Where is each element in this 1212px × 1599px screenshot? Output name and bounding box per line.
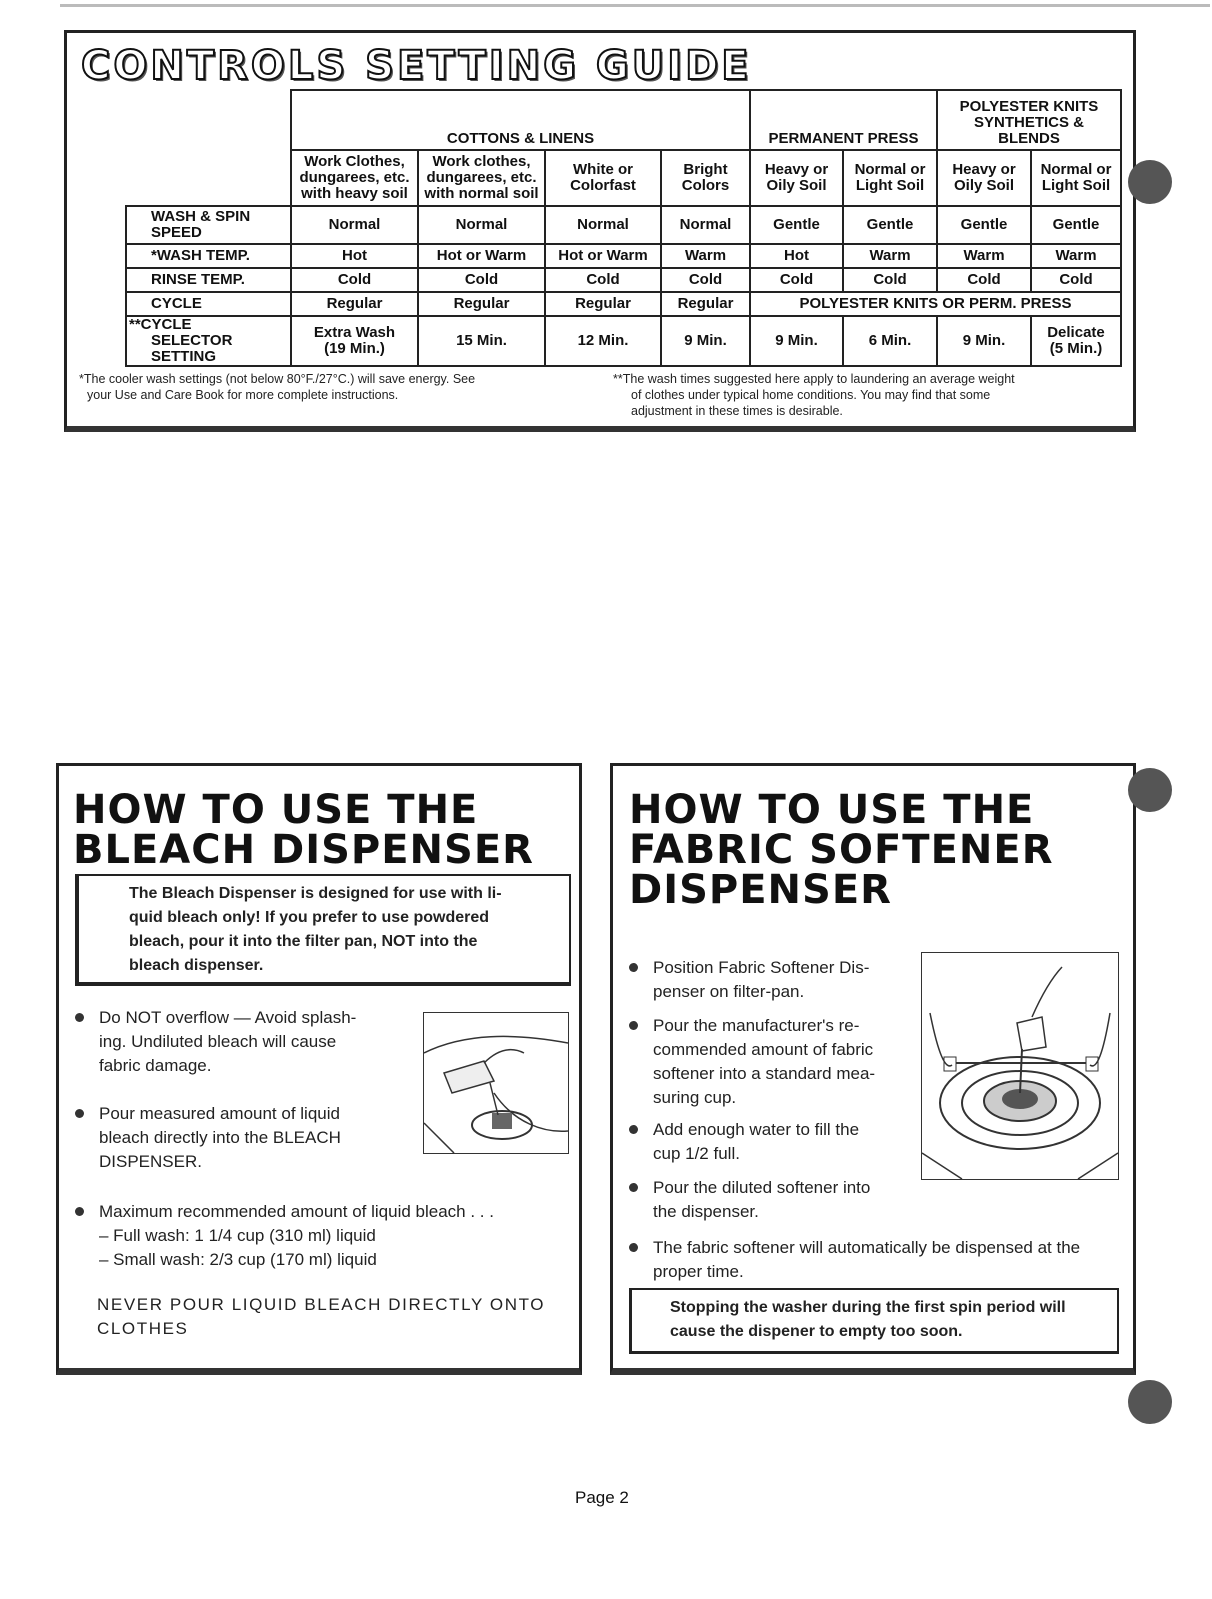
col-normal-soil: Work clothes, dungarees, etc. with normal soil	[418, 150, 545, 206]
page-number: Page 2	[575, 1488, 629, 1507]
row-cycle: CYCLE Regular Regular Regular Regular POLYESTER KNITS OR PERM. PRESS	[126, 292, 1121, 316]
col-bright: Bright Colors	[661, 150, 750, 206]
bleach-bullet-overflow: Do NOT overflow — Avoid splash- ing. Undiluted bleach will cause fabric damage.	[99, 1006, 389, 1078]
binder-hole-1	[1128, 160, 1172, 204]
softener-bullet-automatic: The fabric softener will automatically be dispensed at the proper time.	[653, 1236, 1133, 1284]
group-cottons: COTTONS & LINENS	[291, 90, 750, 150]
bleach-pour-illustration	[423, 1012, 569, 1154]
softener-title: HOW TO USE THE FABRIC SOFTENER DISPENSER	[629, 787, 1054, 913]
row-wash-spin: WASH & SPIN SPEED Normal Normal Normal Normal Gentle Gentle Gentle Gentle	[126, 206, 1121, 244]
col-pp-normal: Normal or Light Soil	[843, 150, 937, 206]
col-poly-heavy: Heavy or Oily Soil	[937, 150, 1031, 206]
bleach-panel	[56, 763, 582, 1375]
softener-bullet-dispense: Pour the diluted softener into the dispenser.	[653, 1176, 893, 1224]
row-wash-temp: *WASH TEMP. Hot Hot or Warm Hot or Warm Warm Hot Warm Warm Warm	[126, 244, 1121, 268]
col-heavy-soil: Work Clothes, dungarees, etc. with heavy soil	[291, 150, 418, 206]
row-rinse-temp: RINSE TEMP. Cold Cold Cold Cold Cold Cold Cold Cold	[126, 268, 1121, 292]
bleach-warning: NEVER POUR LIQUID BLEACH DIRECTLY ONTO CLOTHES	[97, 1295, 546, 1338]
note-wash-times: **The wash times suggested here apply to laundering an average weight of clothes under typical home conditions. You may find that some adjustment in these times is desirable.	[613, 372, 1015, 418]
bleach-bullet-pour: Pour measured amount of liquid bleach directly into the BLEACH DISPENSER.	[99, 1102, 389, 1174]
binder-hole-2	[1128, 768, 1172, 812]
softener-panel	[610, 763, 1136, 1375]
controls-setting-guide	[64, 30, 1136, 432]
col-white: White or Colorfast	[545, 150, 661, 206]
controls-table	[125, 89, 1122, 367]
softener-bullet-pour-cup: Pour the manufacturer's re- commended amount of fabric softener into a standard mea- suring cup.	[653, 1014, 893, 1110]
softener-callout: Stopping the washer during the first spin period will cause the dispener to empty too soon.	[629, 1288, 1119, 1354]
softener-bullet-water: Add enough water to fill the cup 1/2 full.	[653, 1118, 893, 1166]
column-header-row	[126, 150, 1121, 206]
bleach-callout: The Bleach Dispenser is designed for use with li- quid bleach only! If you prefer to use powdered bleach, pour it into the filter pan, NOT into the bleach dispenser.	[75, 874, 571, 986]
softener-bullet-position: Position Fabric Softener Dis- penser on filter-pan.	[653, 956, 893, 1004]
col-pp-heavy: Heavy or Oily Soil	[750, 150, 843, 206]
group-polyester: POLYESTER KNITS SYNTHETICS & BLENDS	[937, 90, 1121, 150]
row-cycle-selector: **CYCLE SELECTOR SETTING Extra Wash (19 Min.) 15 Min. 12 Min. 9 Min. 9 Min. 6 Min. 9 Min. Delicate (5 Min.)	[126, 316, 1121, 366]
bleach-title: HOW TO USE THE BLEACH DISPENSER	[73, 787, 534, 873]
group-permanent-press: PERMANENT PRESS	[750, 90, 937, 150]
note-energy: *The cooler wash settings (not below 80°F./27°C.) will save energy. See your Use and Care Book for more complete instructions.	[79, 372, 476, 402]
col-poly-normal: Normal or Light Soil	[1031, 150, 1121, 206]
binder-hole-3	[1128, 1380, 1172, 1424]
top-rule	[60, 4, 1210, 7]
softener-pour-illustration	[921, 952, 1119, 1180]
guide-title: CONTROLS SETTING GUIDE	[81, 43, 752, 89]
bleach-bullet-maximum: Maximum recommended amount of liquid bleach . . . – Full wash: 1 1/4 cup (310 ml) liquid – Small wash: 2/3 cup (170 ml) liquid	[99, 1200, 569, 1272]
